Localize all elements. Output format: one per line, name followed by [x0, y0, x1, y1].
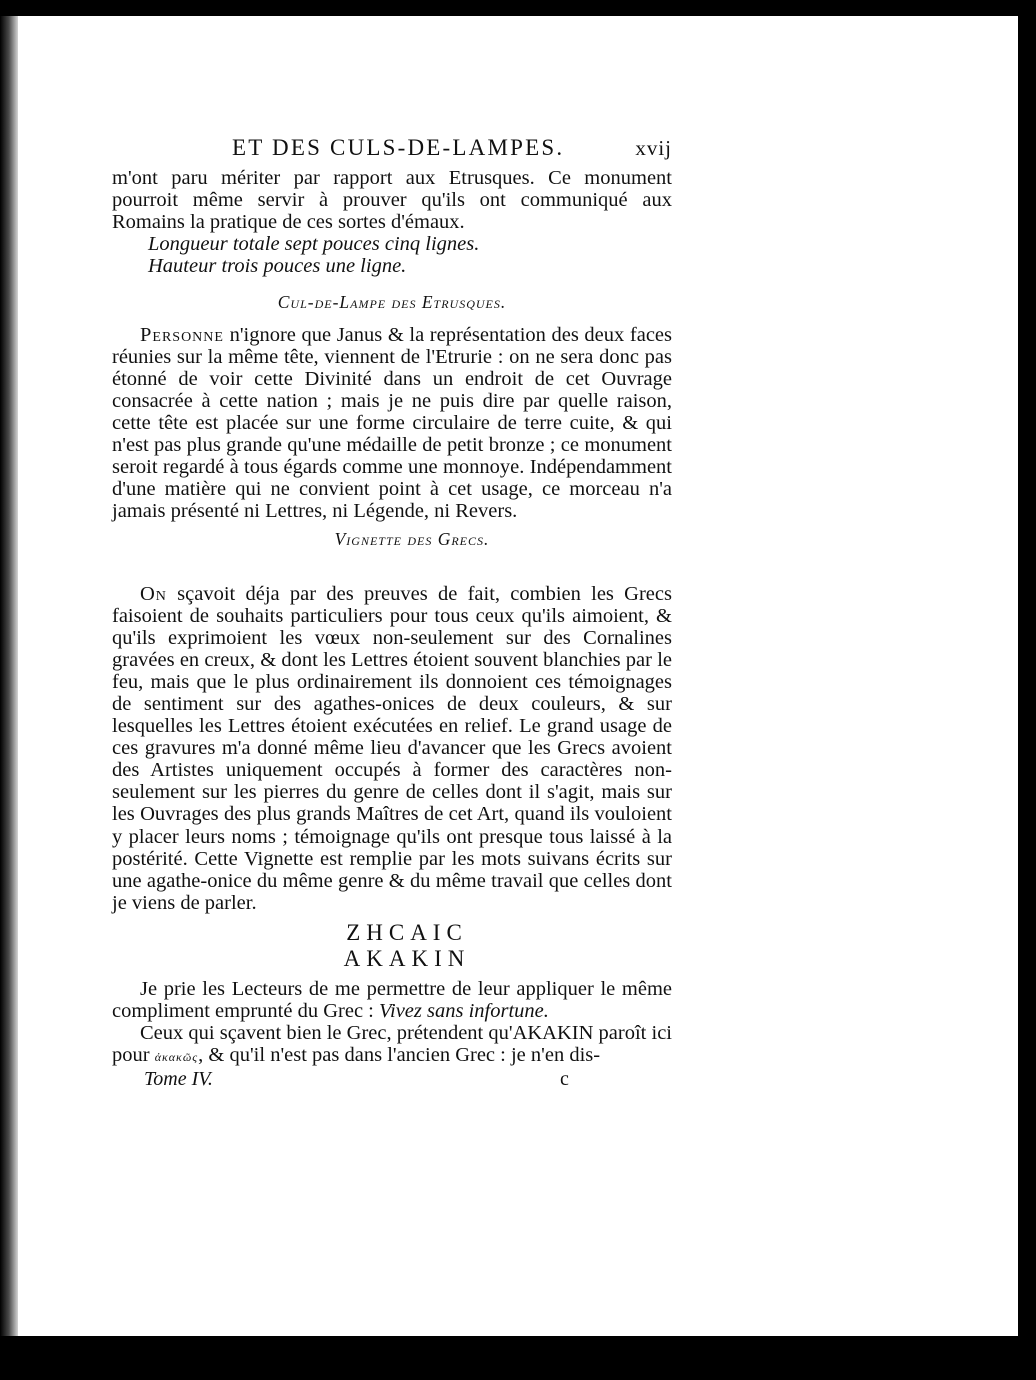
akakin-paragraph — [112, 1022, 672, 1068]
etruscan-paragraph — [112, 324, 672, 523]
readers-paragraph — [112, 978, 672, 1022]
paragraph-lead-word: Personne — [140, 323, 224, 346]
paragraph-lead-word: On — [140, 582, 167, 605]
page-footer — [112, 1068, 672, 1092]
running-head — [112, 137, 672, 167]
text-block — [112, 137, 672, 1092]
section-heading-text: Vignette des Grecs. — [334, 529, 490, 550]
greek-paragraph — [112, 583, 672, 914]
italic-phrase: Vivez sans infortune. — [379, 1000, 549, 1022]
paragraph-body: sçavoit déja par des preuves de fait, combien les Grecs faisoient de souhaits particuliers pour tous ceux qu'ils aimoient, & qu'ils exprimoient les vœux non-seulement sur des Cornalines gravées en creux, & dont les Lettres étoient souvent blanchies par le feu, mais que le plus ordinairement ils donnoient ces témoignages de sentiment sur des agathes-onices de deux couleurs, & sur lesquelles les Lettres étoient exécutées en relief. Le grand usage de ces gravures m'a donné même lieu d'avancer que les Grecs avoient des Artistes uniquement occupés à former des caractères non-seulement sur les pierres du genre de celles dont il s'agit, mais sur les Ouvrages des plus grands Maîtres de cet Art, quand ils vouloient y placer leurs noms ; témoignage qu'ils ont presque tous laissé à la postérité. Cette Vignette est remplie par les mots suivans écrits sur une agathe-onice du même genre & du même travail que celles dont je viens de parler. — [112, 582, 672, 914]
signature-mark: c — [560, 1068, 569, 1091]
paragraph-body: n'ignore que Janus & la représentation des deux faces réunies sur la même tête, viennent de l'Etrurie : on ne sera donc pas étonné de voir cette Divinité dans un endroit de cet Ouvrage consacrée à cette nation ; mais je ne puis dire par quelle raison, cette tête est placée sur une forme circulaire de terre cuite, & qui n'est pas plus grande qu'une médaille de petit bronze ; ce monument seroit regardé à tous égards comme une monnoye. Indépendamment d'une matière qui ne convient point à cet usage, ce morceau n'a jamais présenté ni Lettres, ni Légende, ni Revers. — [112, 323, 672, 523]
spacer — [112, 561, 672, 583]
inscription-line-1: ΖΗCΑΙC — [346, 919, 468, 945]
dimension-height: Hauteur trois pouces une ligne. — [148, 255, 407, 278]
dimension-length: Longueur totale sept pouces cinq lignes. — [148, 233, 480, 256]
greek-inscription — [112, 920, 672, 972]
intro-paragraph: m'ont paru mériter par rapport aux Etrusques. Ce monument pourroit même servir à prouver qu'ils ont communiqué aux Romains la pratique de ces sortes d'émaux. — [112, 167, 672, 234]
running-title: ET DES CULS-DE-LAMPES. — [232, 135, 565, 160]
volume-label: Tome IV. — [144, 1068, 213, 1091]
paragraph-body: Ceux qui sçavent bien le Grec, prétendent qu'AKAKIN paroît ici pour — [112, 1022, 672, 1067]
section-heading-vignette — [112, 528, 672, 550]
page-number: xvij — [635, 136, 672, 160]
inscription-line-2: ΑΚΑΚΙΝ — [343, 945, 471, 971]
greek-word: ἀκακῶς — [154, 1050, 199, 1065]
section-heading-cul-de-lampe — [112, 291, 672, 313]
paragraph-body: Je prie les Lecteurs de me permettre de leur appliquer le même compliment emprunté du Grec : — [112, 977, 672, 1022]
section-heading-text: Cul-de-Lampe des Etrusques. — [277, 292, 507, 313]
paragraph-body-end: , & qu'il n'est pas dans l'ancien Grec : je n'en dis- — [198, 1044, 601, 1067]
